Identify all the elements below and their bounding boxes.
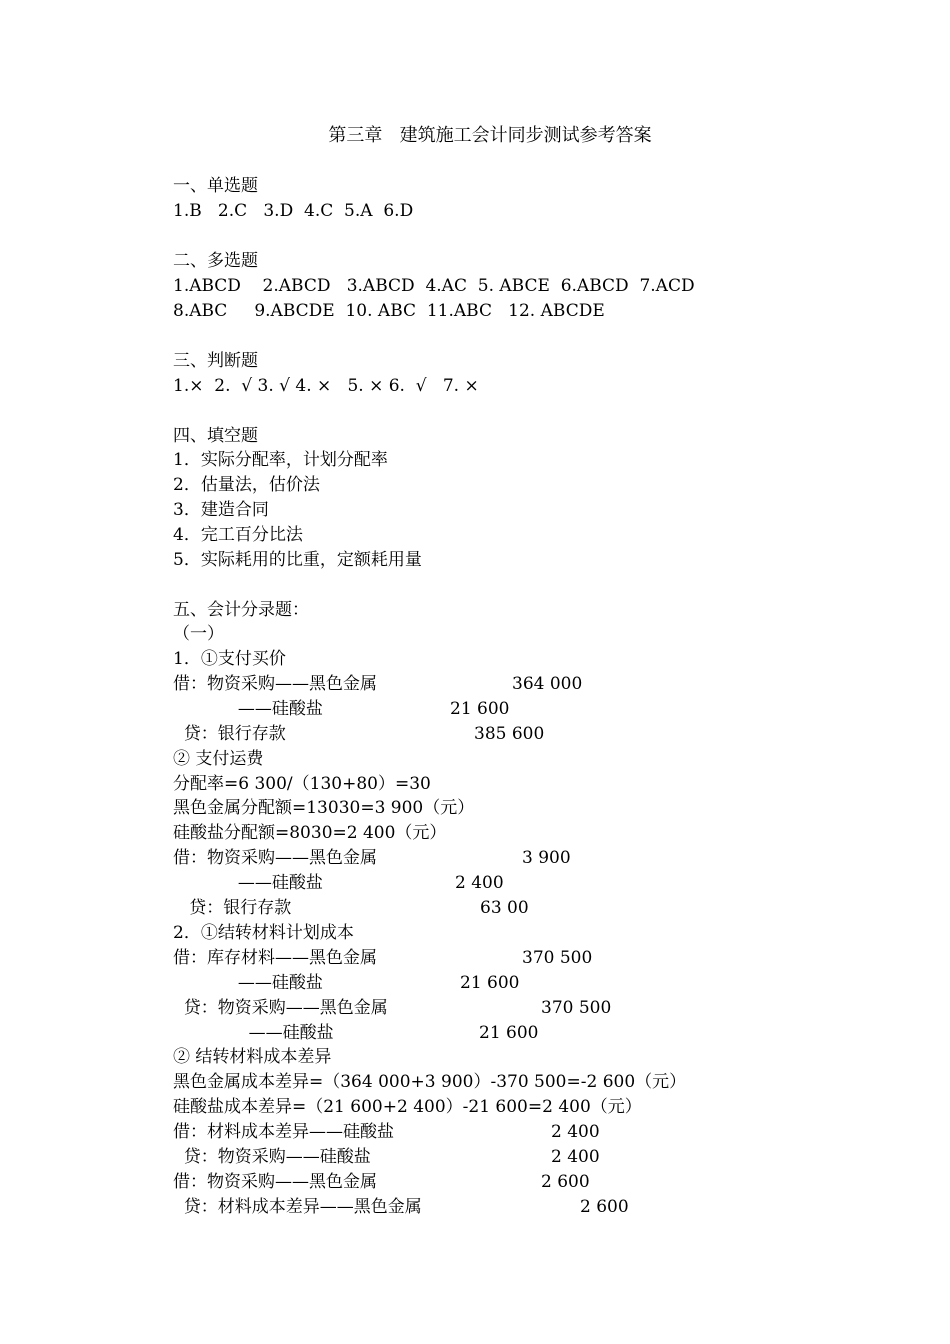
entry-credit-line: 贷：材料成本差异——黑色金属 bbox=[173, 1197, 422, 1217]
fill-blank-item: 4．完工百分比法 bbox=[173, 525, 303, 545]
entry-amount: 2 400 bbox=[455, 873, 504, 893]
entry-debit-line: 借：材料成本差异——硅酸盐 bbox=[173, 1122, 394, 1142]
entry-amount: 21 600 bbox=[460, 973, 520, 993]
entry-credit-line: ——硅酸盐 bbox=[173, 1023, 334, 1043]
section-heading-fill-blank: 四、填空题 bbox=[173, 426, 258, 446]
entry-amount: 364 000 bbox=[512, 674, 583, 694]
section-heading-single-choice: 一、单选题 bbox=[173, 176, 258, 196]
calculation-line: 硅酸盐分配额=8030=2 400（元） bbox=[173, 823, 447, 843]
entry-debit-line: ——硅酸盐 bbox=[173, 699, 323, 719]
single-choice-answers: 1.B 2.C 3.D 4.C 5.A 6.D bbox=[173, 201, 414, 221]
entry-amount: 385 600 bbox=[474, 724, 545, 744]
multi-choice-answers-line-1: 1.ABCD 2.ABCD 3.ABCD 4.AC 5. ABCE 6.ABCD 7.ACD bbox=[173, 276, 695, 296]
calculation-line: 硅酸盐成本差异=（21 600+2 400）-21 600=2 400（元） bbox=[173, 1097, 642, 1117]
multi-choice-answers-line-2: 8.ABC 9.ABCDE 10. ABC 11.ABC 12. ABCDE bbox=[173, 301, 605, 321]
entry-amount: 21 600 bbox=[450, 699, 510, 719]
entry-amount: 2 600 bbox=[580, 1197, 629, 1217]
fill-blank-item: 5．实际耗用的比重，定额耗用量 bbox=[173, 550, 422, 570]
section-heading-journal-entries: 五、会计分录题： bbox=[173, 600, 309, 620]
entry-amount: 2 400 bbox=[551, 1122, 600, 1142]
fill-blank-item: 3．建造合同 bbox=[173, 500, 269, 520]
entry-credit-line: 贷：物资采购——硅酸盐 bbox=[173, 1147, 371, 1167]
fill-blank-item: 1．实际分配率，计划分配率 bbox=[173, 450, 388, 470]
entry-credit-line: 贷：银行存款 bbox=[173, 898, 292, 918]
entry-amount: 370 500 bbox=[522, 948, 593, 968]
calculation-line: 黑色金属分配额=13030=3 900（元） bbox=[173, 798, 475, 818]
entry-credit-line: 贷：物资采购——黑色金属 bbox=[173, 998, 388, 1018]
entry-amount: 2 400 bbox=[551, 1147, 600, 1167]
calculation-line: 黑色金属成本差异=（364 000+3 900）-370 500=-2 600（元） bbox=[173, 1072, 687, 1092]
step-title: ② 支付运费 bbox=[173, 749, 264, 769]
entry-debit-line: 借：物资采购——黑色金属 bbox=[173, 1172, 377, 1192]
entry-amount: 3 900 bbox=[522, 848, 571, 868]
entry-debit-line: 借：库存材料——黑色金属 bbox=[173, 948, 377, 968]
question-2-title: 2．①结转材料计划成本 bbox=[173, 923, 354, 943]
entry-amount: 63 00 bbox=[480, 898, 529, 918]
fill-blank-item: 2．估量法，估价法 bbox=[173, 475, 320, 495]
section-heading-true-false: 三、判断题 bbox=[173, 351, 258, 371]
entry-debit-line: 借：物资采购——黑色金属 bbox=[173, 848, 377, 868]
part-label: （一） bbox=[173, 624, 224, 644]
entry-debit-line: 借：物资采购——黑色金属 bbox=[173, 674, 377, 694]
calculation-line: 分配率=6 300/（130+80）=30 bbox=[173, 774, 431, 794]
entry-amount: 370 500 bbox=[541, 998, 612, 1018]
entry-debit-line: ——硅酸盐 bbox=[173, 973, 323, 993]
question-1-title: 1．①支付买价 bbox=[173, 649, 286, 669]
entry-amount: 2 600 bbox=[541, 1172, 590, 1192]
page-title: 第三章 建筑施工会计同步测试参考答案 bbox=[328, 125, 652, 146]
entry-credit-line: 贷：银行存款 bbox=[173, 724, 286, 744]
entry-amount: 21 600 bbox=[479, 1023, 539, 1043]
step-title: ② 结转材料成本差异 bbox=[173, 1047, 332, 1067]
entry-debit-line: ——硅酸盐 bbox=[173, 873, 323, 893]
true-false-answers: 1.× 2. √ 3. √ 4. × 5. × 6. √ 7. × bbox=[173, 376, 479, 396]
section-heading-multi-choice: 二、多选题 bbox=[173, 251, 258, 271]
